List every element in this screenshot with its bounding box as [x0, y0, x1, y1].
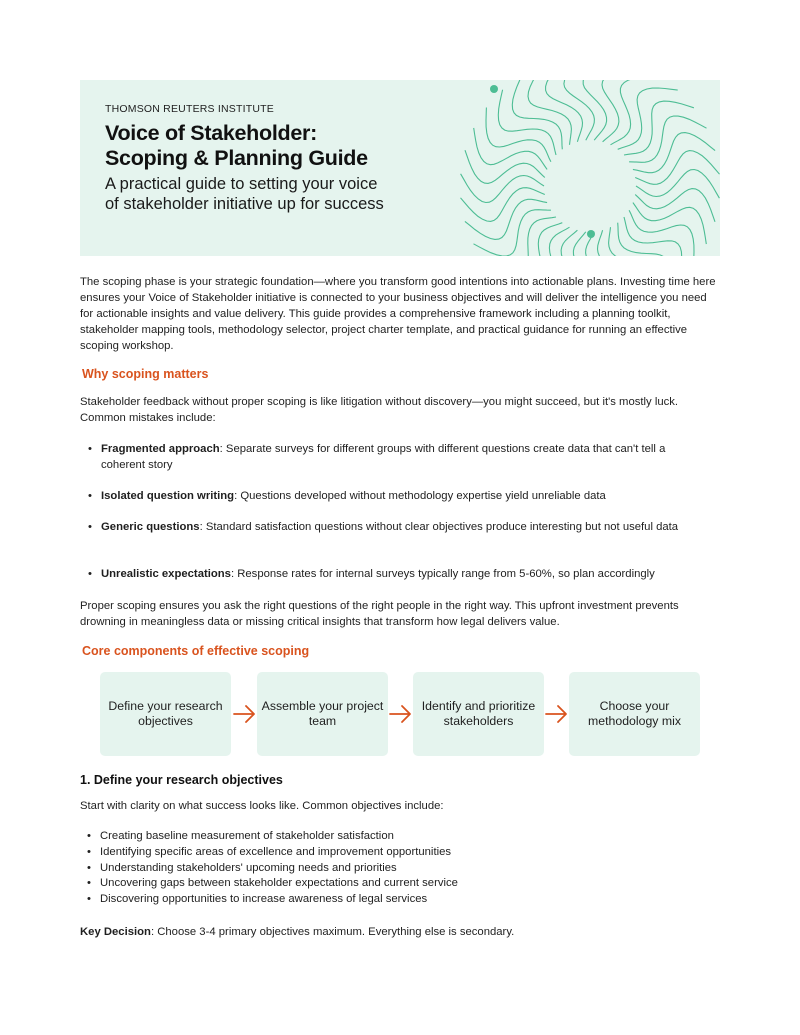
list-item: • Uncovering gaps between stakeholder expectations and current service: [80, 876, 700, 892]
core-components-heading: Core components of effective scoping: [82, 644, 310, 658]
sunburst-ray: [461, 174, 544, 203]
section-1-lead: Start with clarity on what success looks like. Common objectives include:: [80, 800, 444, 812]
page-title: [105, 121, 368, 171]
list-item: • Understanding stakeholders' upcoming needs and priorities: [80, 861, 700, 877]
sunburst-ray: [502, 223, 562, 256]
sunburst-ray: [633, 203, 706, 245]
why-scoping-heading: Why scoping matters: [82, 367, 209, 381]
subtitle-line-1: A practical guide to setting your voice: [105, 175, 378, 193]
key-decision-term: Key Decision: [80, 926, 151, 938]
list-item-text: : Response rates for internal surveys typically range from 5-60%, so plan accordingly: [230, 568, 655, 580]
sunburst-ray: [633, 133, 715, 173]
sunburst-ray: [461, 188, 545, 222]
hero-banner: [80, 80, 720, 256]
page-title-line-1: Voice of Stakeholder:: [105, 121, 317, 145]
key-decision-note: [80, 924, 514, 940]
list-item-text: : Questions developed without methodology expertise yield unreliable data: [234, 490, 606, 502]
sunburst-illustration: [440, 80, 720, 256]
list-item: [80, 566, 700, 582]
list-item: • Creating baseline measurement of stakeholder satisfaction: [80, 829, 700, 845]
objectives-list: [80, 829, 700, 908]
intro-paragraph: The scoping phase is your strategic foundation—where you transform good intentions into actionable plans. Investing time here ensures your Voice of Stakeholder initiative is connected to your business objectives and will deliver the intelligence you need for actionable insights and value delivery. This guide provides a comprehensive framework including a planning toolkit, stakeholder mapping tools, methodology selector, project charter template, and practical guidance for running an effective scoping workshop.: [80, 276, 716, 352]
sunburst-ray: [636, 170, 719, 199]
sunburst-ray: [624, 217, 682, 256]
step-box-identify-stakeholders: Identify and prioritize stakeholders: [413, 672, 544, 756]
step-box-define-objectives: Define your research objectives: [100, 672, 231, 756]
list-item-term: Generic questions: [101, 521, 200, 533]
list-item-term: Fragmented approach: [101, 443, 220, 455]
list-item-term: Unrealistic expectations: [101, 568, 231, 580]
sunburst-ray: [629, 210, 694, 256]
list-item-term: Isolated question writing: [101, 490, 235, 502]
sunburst-ray: [583, 80, 614, 140]
step-box-choose-methodology: Choose your methodology mix: [569, 672, 700, 756]
subtitle-line-2: of stakeholder initiative up for success: [105, 195, 384, 213]
list-item: • Identifying specific areas of excellence and improvement opportunities: [80, 845, 700, 861]
sunburst-dot: [587, 230, 595, 238]
section-1-heading: 1. Define your research objectives: [80, 773, 283, 787]
list-item: [80, 441, 700, 473]
list-item: [80, 488, 700, 504]
sunburst-ray: [629, 116, 706, 162]
sunburst-ray: [486, 108, 551, 162]
sunburst-ray: [602, 80, 637, 142]
page-title-line-2: Scoping & Planning Guide: [105, 146, 368, 170]
step-box-assemble-team: Assemble your project team: [257, 672, 388, 756]
sunburst-ray: [618, 223, 668, 256]
sunburst-ray: [564, 80, 595, 140]
sunburst-ray: [512, 80, 562, 149]
list-item: • Discovering opportunities to increase awareness of legal services: [80, 892, 700, 908]
sunburst-ray: [474, 128, 547, 169]
why-scoping-closing: Proper scoping ensures you ask the right questions of the right people in the right way. This upfront investment prevents drowning in meaningless data or missing critical insights that transform how legal delivers value.: [80, 600, 679, 628]
sunburst-ray: [635, 151, 719, 185]
key-decision-text: : Choose 3-4 primary objectives maximum. Everything else is secondary.: [150, 926, 515, 938]
list-item: [80, 519, 700, 535]
arrow-right-icon: [233, 702, 257, 726]
sunburst-ray: [546, 80, 583, 142]
organization-name: THOMSON REUTERS INSTITUTE: [105, 103, 274, 115]
sunburst-dot: [490, 85, 498, 93]
sunburst-ray: [474, 210, 551, 256]
list-item-text: : Standard satisfaction questions without clear objectives produce interesting but not useful data: [199, 521, 679, 533]
arrow-right-icon: [545, 702, 569, 726]
page-subtitle: [105, 174, 384, 214]
why-scoping-lead: Stakeholder feedback without proper scoping is like litigation without discovery—you might succeed, but it's mostly luck. Common mistakes include:: [80, 396, 679, 424]
list-item-text: : Separate surveys for different groups with different questions create data that can't tell a coherent story: [101, 443, 666, 471]
sunburst-ray: [465, 199, 547, 239]
arrow-right-icon: [389, 702, 413, 726]
sunburst-ray: [486, 217, 556, 256]
scoping-steps-flow: [100, 672, 700, 758]
sunburst-ray: [543, 230, 578, 256]
sunburst-ray: [624, 101, 694, 155]
